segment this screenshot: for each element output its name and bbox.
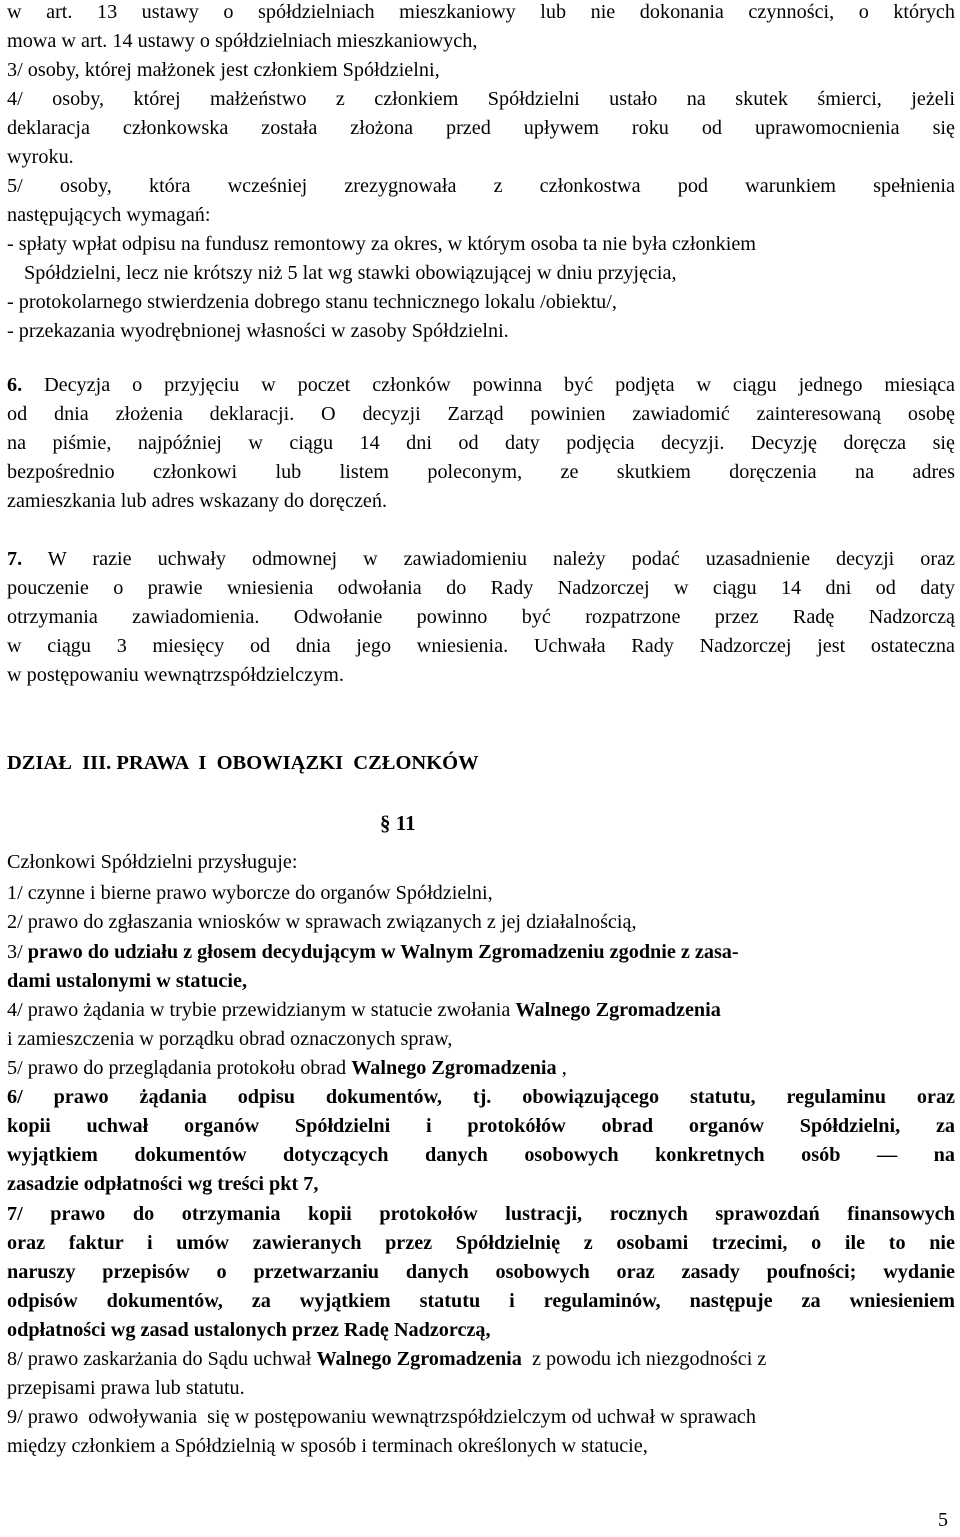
rights-intro: Członkowi Spółdzielni przysługuje:: [7, 851, 298, 873]
right-item: naruszy przepisów o przetwarzaniu danych osobowych oraz zasady poufności; wydanie: [7, 1261, 955, 1283]
right-item: 4/ prawo żądania w trybie przewidzianym w statucie zwołania Walnego Zgromadzenia: [7, 999, 721, 1021]
text-line: - protokolarnego stwierdzenia dobrego stanu technicznego lokalu /obiektu/,: [7, 291, 617, 313]
paragraph-6-line: na piśmie, najpóźniej w ciągu 14 dni od daty podjęcia decyzji. Decyzję doręcza się: [7, 432, 955, 454]
paragraph-number: 7.: [7, 548, 23, 570]
text-line: w art. 13 ustawy o spółdzielniach mieszkaniowy lub nie dokonania czynności, o których: [7, 1, 955, 23]
paragraph-6-line: zamieszkania lub adres wskazany do doręczeń.: [7, 490, 388, 512]
text-line: - spłaty wpłat odpisu na fundusz remontowy za okres, w którym osoba ta nie była członkiem: [7, 233, 757, 255]
right-item: dami ustalonymi w statucie,: [7, 970, 248, 992]
paragraph-7-line: otrzymania zawiadomienia. Odwołanie powinno być rozpatrzone przez Radę Nadzorczą: [7, 606, 955, 628]
section-number: § 11: [380, 811, 416, 835]
text-line: 3/ osoby, której małżonek jest członkiem Spółdzielni,: [7, 59, 440, 81]
right-item: i zamieszczenia w porządku obrad oznaczonych spraw,: [7, 1028, 453, 1050]
right-item: wyjątkiem dokumentów dotyczących danych osobowych konkretnych osób — na: [7, 1144, 955, 1166]
paragraph-number: 6.: [7, 374, 23, 396]
right-item: 6/ prawo żądania odpisu dokumentów, tj. obowiązującego statutu, regulaminu oraz: [7, 1086, 955, 1108]
paragraph-7-line: 7. W razie uchwały odmownej w zawiadomieniu należy podać uzasadnienie decyzji oraz: [7, 548, 955, 570]
text-line: 4/ osoby, której małżeństwo z członkiem Spółdzielni ustało na skutek śmierci, jeżeli: [7, 88, 955, 110]
right-item: 3/ prawo do udziału z głosem decydującym w Walnym Zgromadzeniu zgodnie z zasa-: [7, 941, 739, 963]
paragraph-7-line: w ciągu 3 miesięcy od dnia jego wniesienia. Uchwała Rady Nadzorczej jest ostateczna: [7, 635, 955, 657]
paragraph-6-line: 6. Decyzja o przyjęciu w poczet członków powinna być podjęta w ciągu jednego miesiąca: [7, 374, 956, 396]
paragraph-6-line: bezpośrednio członkowi lub listem poleconym, ze skutkiem doręczenia na adres: [7, 461, 955, 483]
right-item: odpłatności wg zasad ustalonych przez Radę Nadzorczą,: [7, 1319, 491, 1341]
page-number: 5: [938, 1509, 948, 1531]
chapter-heading: DZIAŁ III. PRAWA I OBOWIĄZKI CZŁONKÓW: [7, 752, 479, 774]
right-item: 9/ prawo odwoływania się w postępowaniu wewnątrzspółdzielczym od uchwał w sprawach: [7, 1406, 756, 1428]
paragraph-7-line: pouczenie o prawie wniesienia odwołania do Rady Nadzorczej w ciągu 14 dni od daty: [7, 577, 955, 599]
text-line: deklaracja członkowska została złożona przed upływem roku od uprawomocnienia się: [7, 117, 955, 139]
right-item: zasadzie odpłatności wg treści pkt 7,: [7, 1173, 319, 1195]
right-item: między członkiem a Spółdzielnią w sposób i terminach określonych w statucie,: [7, 1435, 648, 1457]
right-item: 5/ prawo do przeglądania protokołu obrad Walnego Zgromadzenia ,: [7, 1057, 567, 1079]
right-item: oraz faktur i umów zawieranych przez Spółdzielnię z osobami trzecimi, o ile to nie: [7, 1232, 955, 1254]
text-line: 5/ osoby, która wcześniej zrezygnowała z członkostwa pod warunkiem spełnienia: [7, 175, 955, 197]
text-line: mowa w art. 14 ustawy o spółdzielniach mieszkaniowych,: [7, 30, 478, 52]
right-item: kopii uchwał organów Spółdzielni i protokółów obrad organów Spółdzielni, za: [7, 1115, 955, 1137]
right-item: przepisami prawa lub statutu.: [7, 1377, 245, 1399]
right-item: 8/ prawo zaskarżania do Sądu uchwał Walnego Zgromadzenia z powodu ich niezgodności z: [7, 1348, 767, 1370]
right-item: 1/ czynne i bierne prawo wyborcze do organów Spółdzielni,: [7, 882, 493, 904]
text-line: następujących wymagań:: [7, 204, 211, 226]
text-line: - przekazania wyodrębnionej własności w zasoby Spółdzielni.: [7, 320, 509, 342]
right-item: 2/ prawo do zgłaszania wniosków w sprawach związanych z jej działalnością,: [7, 911, 637, 933]
text-line: Spółdzielni, lecz nie krótszy niż 5 lat wg stawki obowiązującej w dniu przyjęcia,: [24, 262, 677, 284]
right-item: odpisów dokumentów, za wyjątkiem statutu i regulaminów, następuje za wniesieniem: [7, 1290, 955, 1312]
paragraph-7-line: w postępowaniu wewnątrzspółdzielczym.: [7, 664, 344, 686]
text-line: wyroku.: [7, 146, 74, 168]
right-item: 7/ prawo do otrzymania kopii protokołów lustracji, rocznych sprawozdań finansowych: [7, 1203, 955, 1225]
paragraph-6-line: od dnia złożenia deklaracji. O decyzji Zarząd powinien zawiadomić zainteresowaną osobę: [7, 403, 955, 425]
